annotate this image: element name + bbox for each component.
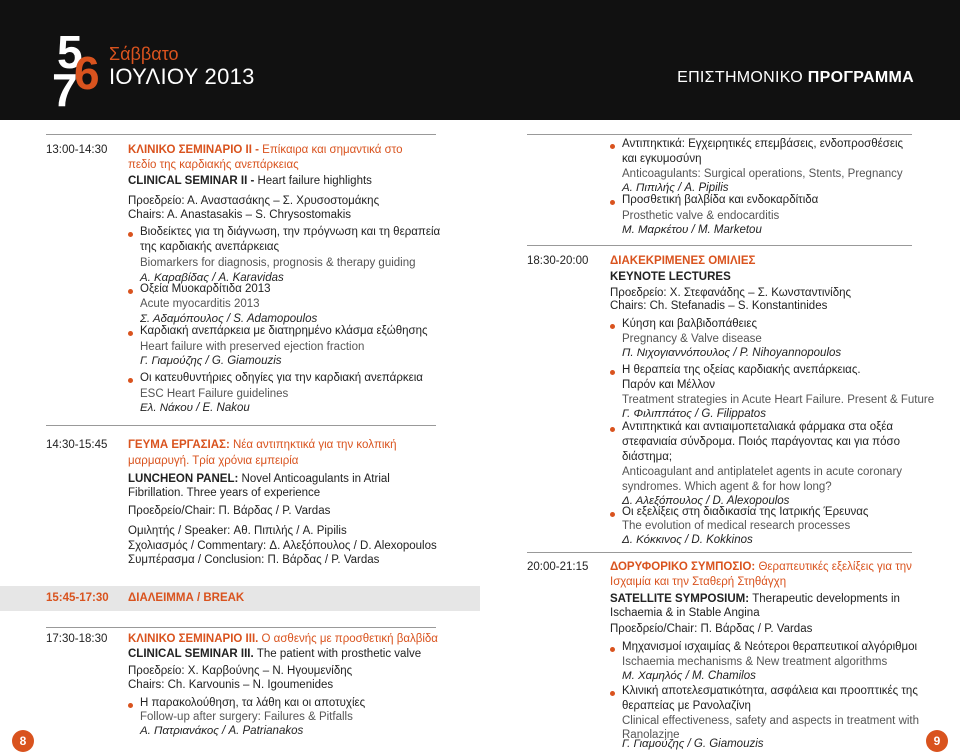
talk-title-en: Heart failure with preserved ejection fraction [140, 341, 365, 353]
talk-title-en: Follow-up after surgery: Failures & Pitfalls [140, 711, 353, 723]
title-en-rest: Heart failure highlights [257, 175, 372, 187]
header-banner [0, 0, 960, 120]
program-title-light: ΕΠΙΣΤΗΜΟΝΙΚΟ [677, 69, 808, 86]
talk-title-gr-line2: και εγκυμοσύνη [622, 153, 702, 165]
left-rule-3 [46, 627, 436, 628]
talk-title-gr: Οι εξελίξεις στη διαδικασία της Ιατρικής Έρευνας [622, 506, 869, 518]
talk-speaker: Δ. Αλεξόπουλος / D. Alexopoulos [622, 495, 790, 507]
title-gr-rest: Επίκαιρα και σημαντικά στο [262, 144, 403, 156]
talk-speaker: Μ. Χαμηλός / M. Chamilos [622, 670, 756, 682]
session-title-gr [128, 438, 397, 454]
title-gr-bold: ΓΕΥΜΑ ΕΡΓΑΣΙΑΣ: [128, 439, 233, 451]
talk-title-en-line2: syndromes. Which agent & for how long? [622, 481, 832, 493]
talk-speaker: Α. Καραβίδας / A. Karavidas [140, 272, 284, 284]
right-top-rule [527, 134, 912, 135]
talk-speaker: Π. Νιχογιαννόπουλος / P. Nihoyannopoulos [622, 347, 842, 359]
title-gr-bold: ΚΛΙΝΙΚΟ ΣΕΜΙΝΑΡΙΟ ΙΙΙ. [128, 633, 262, 645]
talk-speaker: Δ. Κόκκινος / D. Kokkinos [622, 534, 753, 546]
talk-title-en: The evolution of medical research processes [622, 520, 851, 532]
talk-title-gr: Κύηση και βαλβιδοπάθειες [622, 318, 758, 330]
talk-title-en: Ischaemia mechanisms & New treatment algorithms [622, 656, 888, 668]
header-month: ΙΟΥΛΙΟΥ 2013 [109, 64, 255, 89]
session-time: 18:30-20:00 [527, 255, 589, 267]
talk-title-gr-line2: της καρδιακής ανεπάρκειας [140, 241, 280, 253]
session-time: 17:30-18:30 [46, 633, 108, 645]
talk-title-en: ESC Heart Failure guidelines [140, 388, 289, 400]
session-title-gr-line2: πεδίο της καρδιακής ανεπάρκειας [128, 159, 299, 171]
talk-title-en: Clinical effectiveness, safety and aspects in treatment with [622, 715, 920, 727]
session-title-en-line2: Ischaemia & in Stable Angina [610, 607, 760, 619]
chair: Προεδρείο/Chair: Π. Βάρδας / P. Vardas [128, 505, 331, 517]
title-gr-bold: ΚΛΙΝΙΚΟ ΣΕΜΙΝΑΡΙΟ ΙΙ - [128, 144, 263, 156]
talk-speaker: Γ. Γιαμούζης / G. Giamouzis [622, 738, 764, 750]
bullet-icon [610, 200, 615, 205]
commentary: Σχολιασμός / Commentary: Δ. Αλεξόπουλος / D. Alexopoulos [128, 540, 437, 552]
session-title-en [128, 174, 372, 190]
session-title-gr [128, 143, 402, 159]
break-time: 15:45-17:30 [46, 592, 109, 604]
title-en-rest: The patient with prosthetic valve [256, 648, 422, 660]
bullet-icon [610, 144, 615, 149]
talk-title-en: Pregnancy & Valve disease [622, 333, 762, 345]
talk-speaker: Α. Πατριανάκος / A. Patrianakos [140, 725, 304, 737]
chairs-gr: Προεδρείο: Α. Αναστασάκης – Σ. Χρυσοστομάκης [128, 195, 380, 207]
bullet-icon [610, 370, 615, 375]
page-number-left: 8 [12, 730, 34, 752]
session-title-en-line2: Fibrillation. Three years of experience [128, 487, 321, 499]
title-en-bold: CLINICAL SEMINAR III. [128, 648, 257, 660]
header-day: Σάββατο [109, 44, 179, 64]
talk-title-gr: Η παρακολούθηση, τα λάθη και οι αποτυχίες [140, 697, 366, 709]
session-title-en: KEYNOTE LECTURES [610, 271, 731, 283]
talk-title-en: Anticoagulant and antiplatelet agents in acute coronary [622, 466, 903, 478]
title-en-rest: Therapeutic developments in [752, 593, 900, 605]
talk-title-gr-line2: Παρόν και Μέλλον [622, 379, 716, 391]
talk-speaker: Α. Πιπιλής / A. Pipilis [622, 182, 729, 194]
title-gr-rest: Θεραπευτικές εξελίξεις για την [758, 561, 912, 573]
right-rule-3 [527, 552, 912, 553]
talk-title-en: Acute myocarditis 2013 [140, 298, 260, 310]
talk-title-gr: Βιοδείκτες για τη διάγνωση, την πρόγνωση και τη θεραπεία [140, 226, 441, 238]
talk-title-gr: Η θεραπεία της οξείας καρδιακής ανεπάρκειας. [622, 364, 861, 376]
talk-title-gr: Προσθετική βαλβίδα και ενδοκαρδίτιδα [622, 194, 819, 206]
bullet-icon [128, 703, 133, 708]
session-title-gr-line2: μαρμαρυγή. Τρία χρόνια εμπειρία [128, 455, 299, 467]
bullet-icon [610, 427, 615, 432]
bullet-icon [610, 647, 615, 652]
chairs-gr: Προεδρείο: Χ. Στεφανάδης – Σ. Κωνσταντινίδης [610, 287, 852, 299]
session-time: 13:00-14:30 [46, 144, 108, 156]
talk-title-gr-line2: στεφανιαία σύνδρομα. Ποιός παράγοντας και για πόσο [622, 436, 901, 448]
speaker: Ομιλητής / Speaker: Αθ. Πιπιλής / A. Pipilis [128, 525, 347, 537]
talk-speaker: Μ. Μαρκέτου / M. Marketou [622, 224, 762, 236]
program-title-bold: ΠΡΟΓΡΑΜΜΑ [807, 69, 914, 86]
talk-title-gr: Μηχανισμοί ισχαιμίας & Νεότεροι θεραπευτικοί αλγόριθμοι [622, 641, 918, 653]
talk-title-gr: Κλινική αποτελεσματικότητα, ασφάλεια και προοπτικές της [622, 685, 918, 697]
title-gr-rest: Ο ασθενής με προσθετική βαλβίδα [261, 633, 438, 645]
session-title-gr [128, 632, 438, 648]
title-en-rest: Novel Anticoagulants in Atrial [241, 473, 390, 485]
talk-title-gr: Καρδιακή ανεπάρκεια με διατηρημένο κλάσμα εξώθησης [140, 325, 428, 337]
page-number-right: 9 [926, 730, 948, 752]
logo-digit-7: 7 [52, 64, 78, 116]
session-time: 14:30-15:45 [46, 439, 108, 451]
conclusion: Συμπέρασμα / Conclusion: Π. Βάρδας / P. Vardas [128, 554, 380, 566]
talk-speaker: Γ. Γιαμούζης / G. Giamouzis [140, 355, 282, 367]
bullet-icon [610, 324, 615, 329]
left-rule-2 [46, 425, 436, 426]
bullet-icon [128, 378, 133, 383]
talk-title-en: Treatment strategies in Acute Heart Failure. Present & Future [622, 394, 935, 406]
break-title: ΔΙΑΛΕΙΜΜΑ / BREAK [128, 592, 245, 604]
chair: Προεδρείο/Chair: Π. Βάρδας / P. Vardas [610, 623, 813, 635]
talk-speaker: Γ. Φιλιππάτος / G. Filippatos [622, 408, 766, 420]
title-gr-rest: Νέα αντιπηκτικά για την κολπική [232, 439, 397, 451]
bullet-icon [128, 232, 133, 237]
session-title-gr-line2: Ισχαιμία και την Σταθερή Στηθάγχη [610, 576, 787, 588]
header-program-title [677, 69, 914, 87]
session-time: 20:00-21:15 [527, 561, 589, 573]
talk-title-gr: Αντιπηκτικά: Εγχειρητικές επεμβάσεις, ενδοπροσθέσεις [622, 138, 904, 150]
bullet-icon [128, 289, 133, 294]
talk-speaker: Σ. Αδαμόπουλος / S. Adamopoulos [140, 313, 318, 325]
chairs-en: Chairs: Ch. Stefanadis – S. Konstantinides [610, 300, 828, 312]
talk-title-gr: Οξεία Μυοκαρδίτιδα 2013 [140, 283, 271, 295]
talk-title-en-line2: Ranolazine [622, 729, 680, 741]
title-en-bold: LUNCHEON PANEL: [128, 473, 242, 485]
session-title-en [128, 647, 421, 663]
talk-title-en: Biomarkers for diagnosis, prognosis & therapy guiding [140, 257, 416, 269]
title-en-bold: SATELLITE SYMPOSIUM: [610, 593, 753, 605]
talk-title-gr: Αντιπηκτικά και αντιαιμοπεταλιακά φάρμακα στα οξέα [622, 421, 894, 433]
session-title-gr [610, 560, 912, 576]
chairs-en: Chairs: Ch. Karvounis – N. Igoumenides [128, 679, 334, 691]
talk-title-gr: Οι κατευθυντήριες οδηγίες για την καρδιακή ανεπάρκεια [140, 372, 423, 384]
bullet-icon [128, 331, 133, 336]
talk-title-gr-line3: διάστημα; [622, 451, 673, 463]
title-gr-bold: ΔΟΡΥΦΟΡΙΚΟ ΣΥΜΠΟΣΙΟ: [610, 561, 759, 573]
title-en-bold: CLINICAL SEMINAR II - [128, 175, 258, 187]
talk-title-en: Anticoagulants: Surgical operations, Stents, Pregnancy [622, 168, 903, 180]
talk-title-gr-line2: θεραπείας με Ρανολαζίνη [622, 700, 751, 712]
bullet-icon [610, 691, 615, 696]
chairs-en: Chairs: A. Anastasakis – S. Chrysostomakis [128, 209, 352, 221]
right-rule-2 [527, 245, 912, 246]
talk-title-en: Prosthetic valve & endocarditis [622, 210, 780, 222]
logo-digit-5: 5 [57, 26, 83, 78]
talk-speaker: Ελ. Νάκου / E. Nakou [140, 402, 250, 414]
bullet-icon [610, 512, 615, 517]
logo-digit-6: 6 [74, 47, 100, 99]
left-top-rule [46, 134, 436, 135]
session-title-gr: ΔΙΑΚΕΚΡΙΜΕΝΕΣ ΟΜΙΛΙΕΣ [610, 255, 756, 267]
chairs-gr: Προεδρείο: Χ. Καρβούνης – Ν. Ηγουμενίδης [128, 665, 353, 677]
